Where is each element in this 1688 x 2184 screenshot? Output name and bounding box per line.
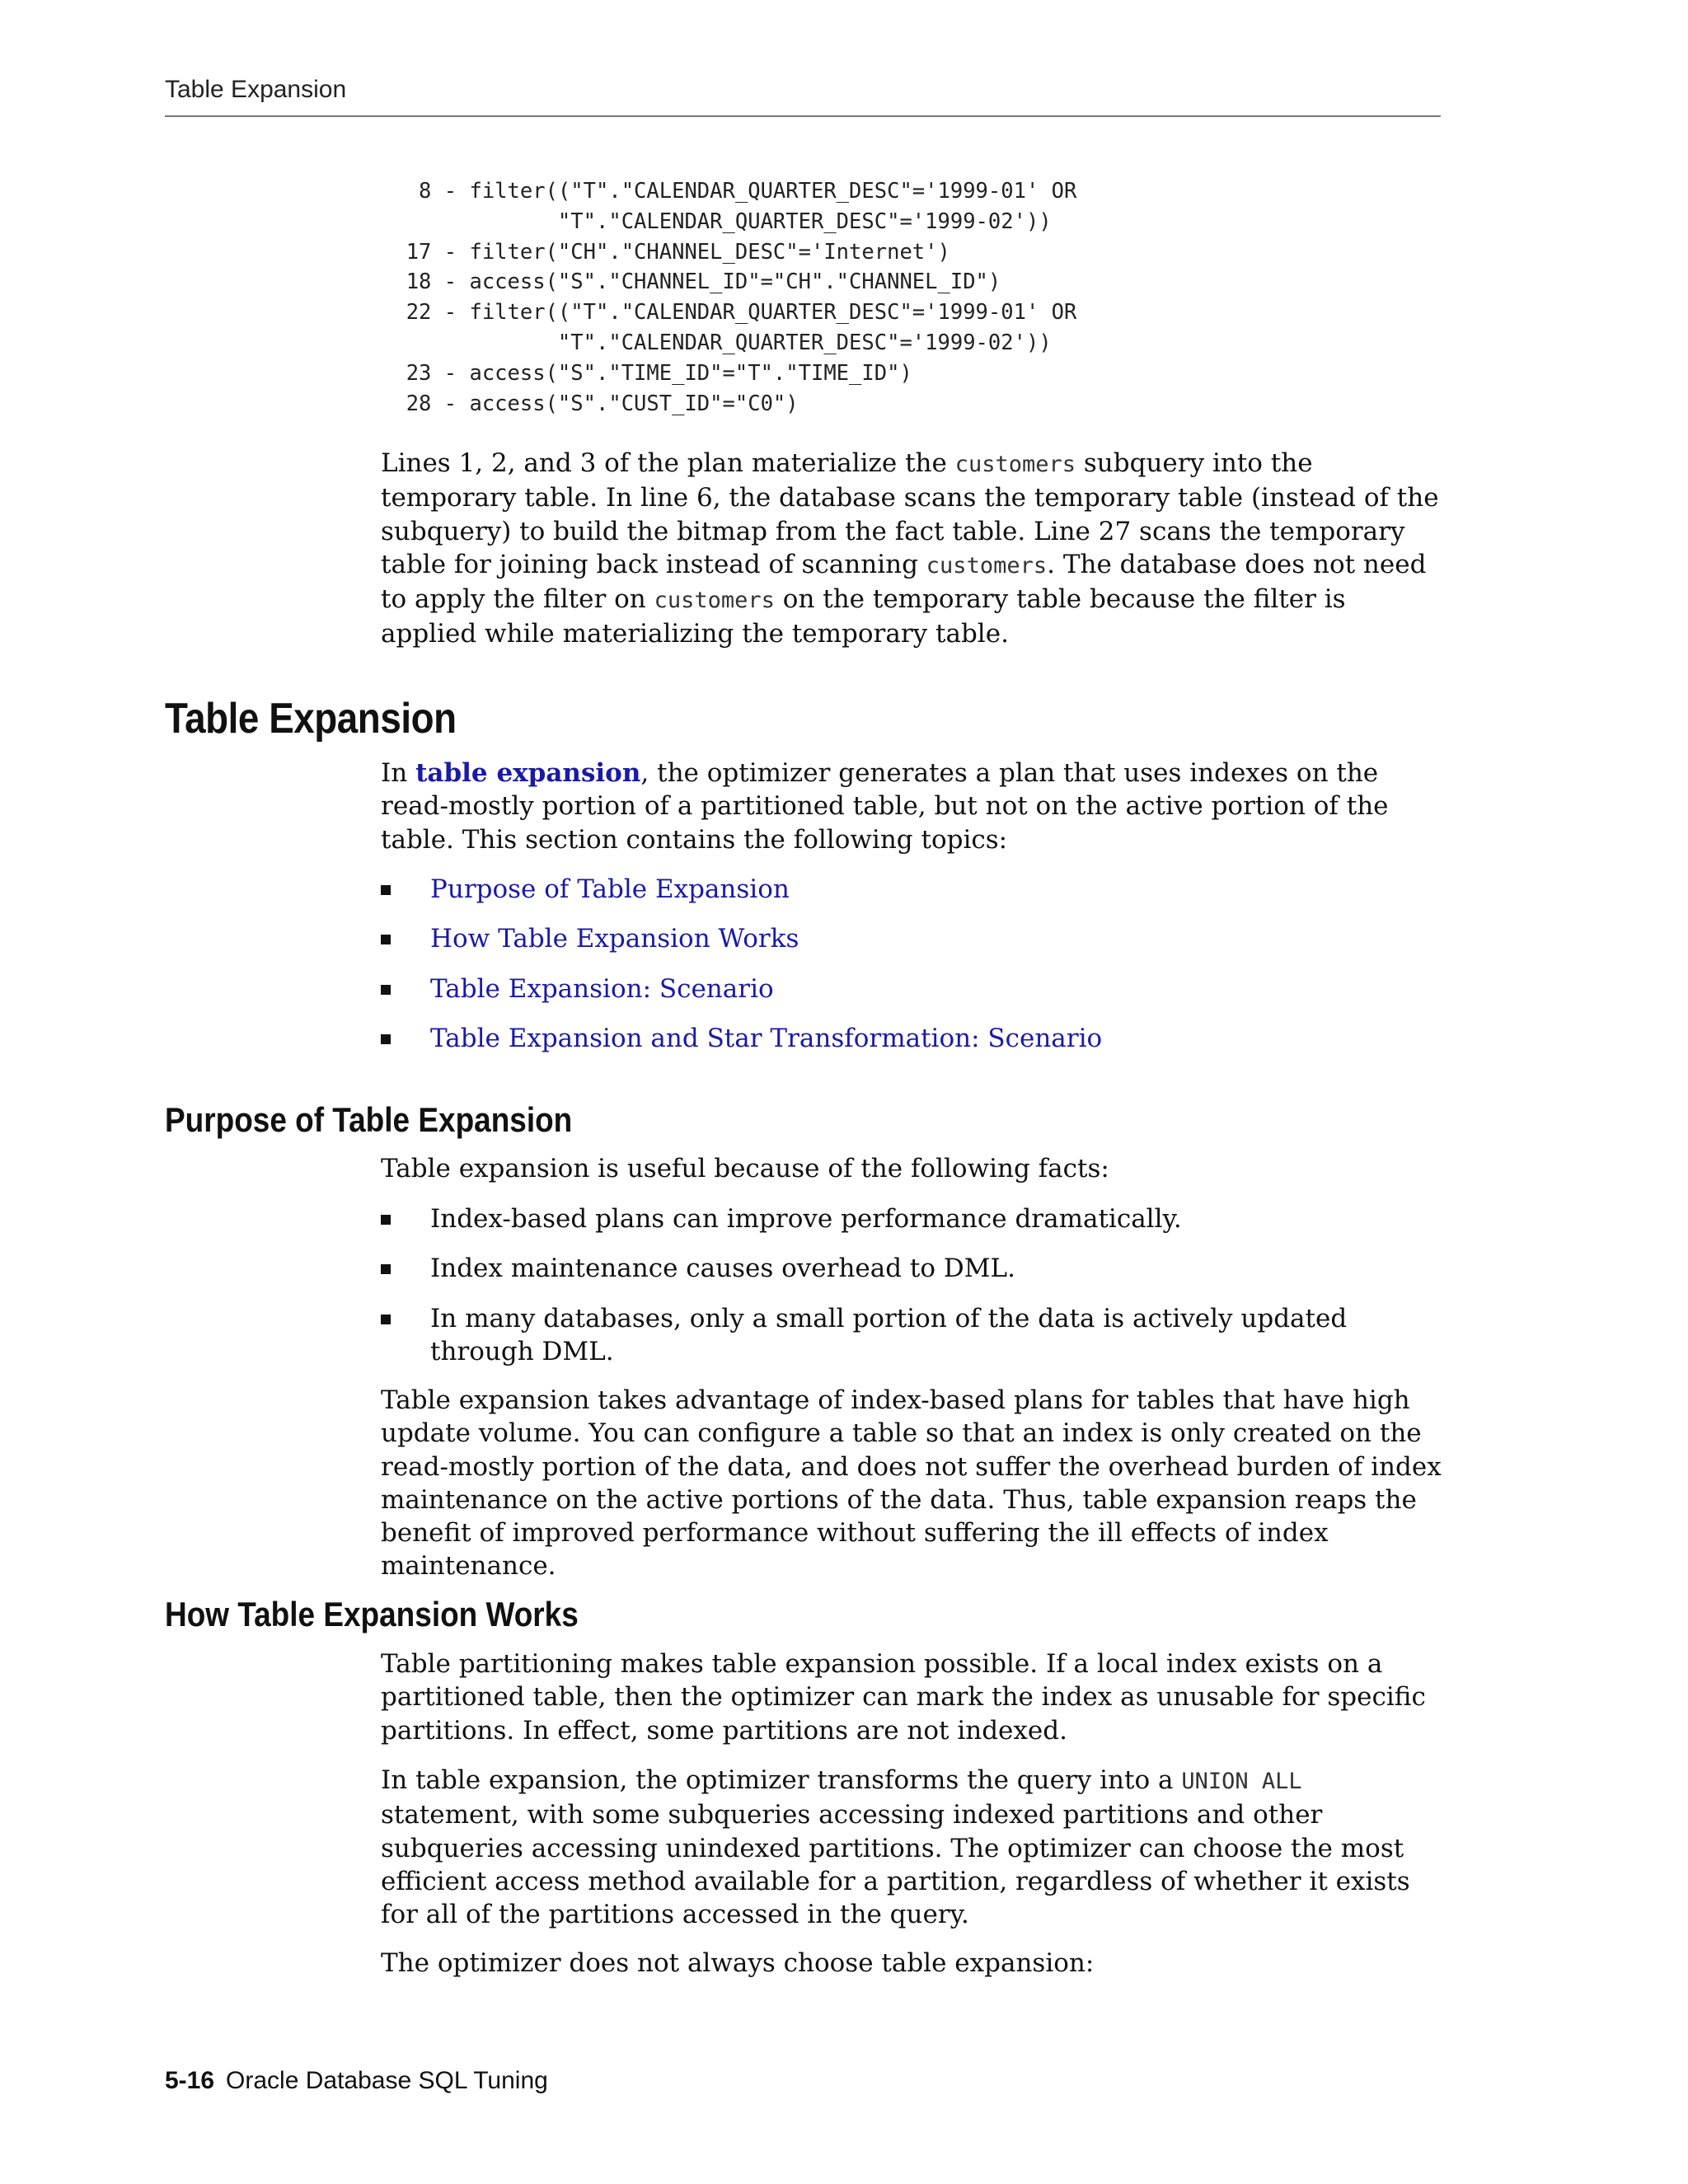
code-union-all: UNION ALL xyxy=(1181,1769,1302,1794)
book-title: Oracle Database SQL Tuning xyxy=(226,2067,548,2094)
code-customers: customers xyxy=(926,552,1048,579)
code-line: 8 - filter(("T"."CALENDAR_QUARTER_DESC"='1999-01' OR xyxy=(381,179,1077,204)
fact-text: Index maintenance causes overhead to DML. xyxy=(430,1254,1015,1284)
bullet-icon xyxy=(381,1215,391,1225)
list-item xyxy=(381,1202,1444,1235)
code-line: 18 - access("S"."CHANNEL_ID"="CH"."CHANNEL_ID") xyxy=(381,269,1001,295)
code-line: 28 - access("S"."CUST_ID"="C0") xyxy=(381,391,799,416)
code-line: 22 - filter(("T"."CALENDAR_QUARTER_DESC"='1999-01' OR xyxy=(381,300,1077,326)
code-line: 17 - filter("CH"."CHANNEL_DESC"='Internet') xyxy=(381,239,950,265)
list-item xyxy=(381,922,1444,955)
table-expansion-paragraph: In table expansion, the optimizer generates a plan that uses indexes on the read-mostly portion of a partitioned table, but not on the active portion of the table. This section contains the following topics: xyxy=(381,758,1389,855)
glossary-link-table-expansion[interactable]: table expansion xyxy=(415,758,641,788)
header-divider xyxy=(165,115,1441,117)
list-item xyxy=(381,972,1444,1005)
predicate-code-block xyxy=(381,176,1076,419)
topic-link-how-it-works[interactable]: How Table Expansion Works xyxy=(430,924,799,954)
fact-text: Index-based plans can improve performance dramatically. xyxy=(430,1204,1182,1234)
facts-list xyxy=(381,1202,1444,1368)
topic-link-purpose[interactable]: Purpose of Table Expansion xyxy=(430,874,790,904)
list-item xyxy=(381,1252,1444,1285)
bullet-icon xyxy=(381,1264,391,1274)
bullet-icon xyxy=(381,935,391,944)
purpose-lead: Table expansion is useful because of the following facts: xyxy=(381,1154,1109,1183)
bullet-icon xyxy=(381,985,391,995)
topic-link-scenario[interactable]: Table Expansion: Scenario xyxy=(430,973,774,1004)
how-paragraph-3: The optimizer does not always choose table expansion: xyxy=(381,1948,1095,1978)
bullet-icon xyxy=(381,1034,391,1044)
section-heading-how-it-works: How Table Expansion Works xyxy=(165,1595,579,1633)
how-paragraph-1: Table partitioning makes table expansion possible. If a local index exists on a partitioned table, then the optimizer can mark the index as unusable for specific partitions. In effect, some partitions are not indexed. xyxy=(381,1649,1426,1746)
code-line: "T"."CALENDAR_QUARTER_DESC"='1999-02')) xyxy=(381,209,1052,234)
page-footer xyxy=(165,2067,548,2095)
code-customers: customers xyxy=(954,452,1076,477)
topic-link-star-transformation[interactable]: Table Expansion and Star Transformation: Scenario xyxy=(430,1023,1103,1053)
list-item xyxy=(381,1302,1444,1369)
running-header: Table Expansion xyxy=(165,76,347,103)
list-item xyxy=(381,873,1444,906)
how-paragraph-2: In table expansion, the optimizer transforms the query into a UNION ALL statement, with some subqueries accessing indexed partitions and other subqueries accessing unindexed partitions. The optimizer can choose the most efficient access method available for a partition, regardless of whether it exists for all of the partitions accessed in the query. xyxy=(381,1765,1410,1930)
intro-paragraph: Lines 1, 2, and 3 of the plan materialize the customers subquery into the temporary table. In line 6, the database scans the temporary table (instead of the subquery) to build the bitmap from the fact table. Line 27 scans the temporary table for joining back instead of scanning customers. The database does not need to apply the filter on customers on the temporary table because the filter is applied while materializing the temporary table. xyxy=(381,448,1439,649)
section-heading-purpose: Purpose of Table Expansion xyxy=(165,1100,573,1139)
fact-text: In many databases, only a small portion of the data is actively updated through DML. xyxy=(430,1303,1348,1366)
section-heading-table-expansion: Table Expansion xyxy=(165,695,457,743)
code-line: "T"."CALENDAR_QUARTER_DESC"='1999-02')) xyxy=(381,330,1052,355)
page-number: 5-16 xyxy=(165,2067,215,2094)
bullet-icon xyxy=(381,885,391,895)
topics-list xyxy=(381,873,1444,1055)
code-line: 23 - access("S"."TIME_ID"="T"."TIME_ID") xyxy=(381,360,912,386)
code-customers: customers xyxy=(654,588,775,614)
purpose-paragraph: Table expansion takes advantage of index-based plans for tables that have high update volume. You can configure a table so that an index is only created on the read-mostly portion of the data, and does not suffer the overhead burden of index maintenance on the active portions of the data. Thus, table expansion reaps the benefit of improved performance without suffering the ill effects of index maintenance. xyxy=(381,1385,1442,1582)
list-item xyxy=(381,1022,1444,1055)
bullet-icon xyxy=(381,1315,391,1324)
